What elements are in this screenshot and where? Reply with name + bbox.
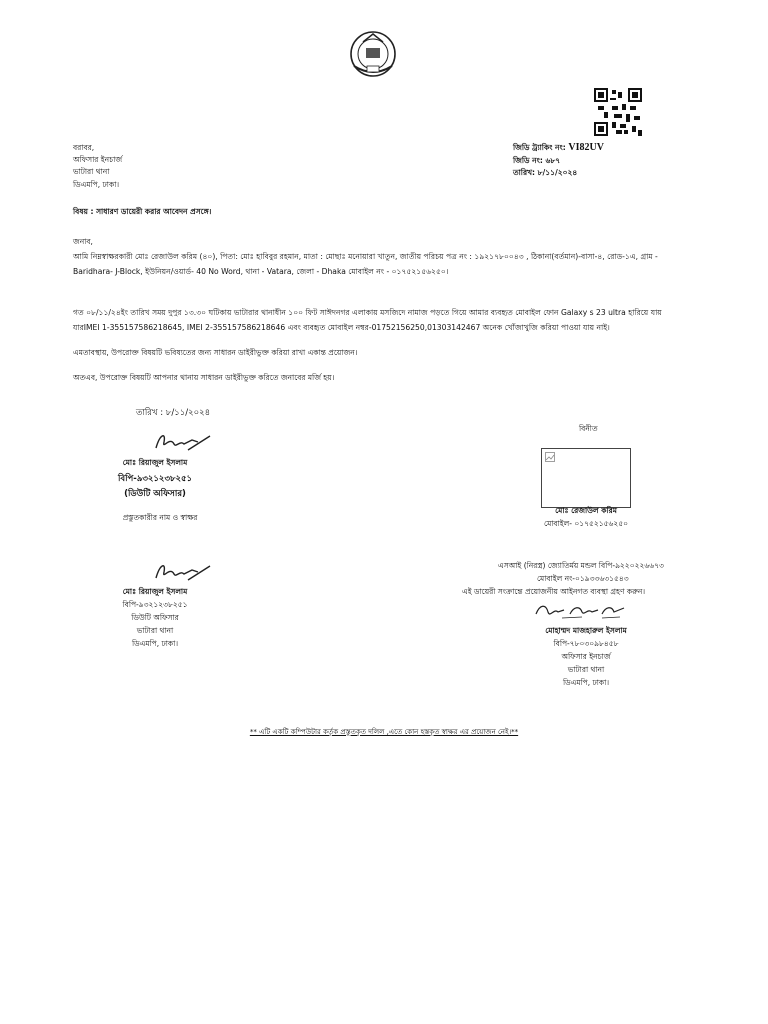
gd-number: জিডি নং: ৬৮৭	[513, 156, 561, 165]
oc-name: মোহাম্মদ মাজহারুল ইসলাম	[545, 626, 627, 635]
oc-signature-icon	[532, 600, 632, 622]
gd-tracking-value: VI82UV	[568, 142, 604, 153]
assignment-line-1: এসআই (নিরস্ত্র) জ্যোতির্ময় মন্ডল বিপি-৯২২০২২৬৬৭৩	[498, 561, 664, 570]
state-line: এমতাবস্থায়, উপরোক্ত বিষয়টি ভবিষ্যতের জন্য সাধারন ডাইরীভুক্ত করিয়া রাখা একান্ত প্রয়োজন।	[73, 348, 358, 357]
intro-line-2: Baridhara- J-Block, ইউনিয়ন/ওয়ার্ড- 40 No Word, থানা - Vatara, জেলা - Dhaka মোবাইল নং - ০১৭৫২১৫৬২৫০।	[73, 267, 449, 276]
incident-line-1: গত ০৮/১১/২৪ইং তারিখ সময় দুপুর ১৩.৩০ ঘটিকায় ভাটারার থানাধীন ১০০ ফিট সাঈদনগর এলাকায় মসজিদে নামাজ পড়তে গিয়ে আমার ব্যবহৃত মোবাইল ফোন Galaxy s 23 ultra হারিয়ে যায়	[73, 308, 662, 317]
gd-date: তারিখ: ৮/১১/২০২৪	[513, 168, 578, 177]
oc-district: ডিএমপি, ঢাকা।	[562, 678, 610, 687]
oc-role: অফিসার ইনচার্জ	[561, 652, 611, 661]
assignment-line-3: এই ডায়েরী সংক্রান্তে প্রয়োজনীয় আইনগত ব্যবস্থা গ্রহণ করুন।	[462, 587, 646, 596]
duty-officer-signature-icon	[152, 560, 214, 584]
broken-image-icon	[545, 452, 555, 462]
gd-tracking-number	[513, 142, 604, 154]
duty-officer-bp: বিপি-৯৩২১২৩৮২৫১	[122, 600, 188, 609]
duty-officer-name: মোঃ রিয়াজুল ইসলাম	[122, 587, 188, 596]
closing-word: বিনীত	[579, 424, 598, 433]
request-line: অতএব, উপরোক্ত বিষয়টি আপনার থানায় সাধারন ডাইরীভুক্ত করিতে জনাবের মর্জি হয়।	[73, 373, 335, 382]
oc-station: ভাটারা থানা	[567, 665, 605, 674]
recipient-line-1: বরাবর,	[73, 143, 95, 152]
incident-line-2: যারIMEI 1-355157586218645, IMEI 2-355157586218646 এবং ব্যবহৃত মোবাইল নম্বর-01752156250,01303142467 অনেক খোঁজাখুজি করিয়া পাওয়া যায় নাই।	[73, 323, 610, 332]
preparer-name: মোঃ রিয়াজুল ইসলাম	[122, 458, 188, 467]
duty-officer-role: ডিউটি অফিসার	[131, 613, 179, 622]
applicant-photo	[541, 448, 631, 508]
preparer-caption: প্রস্তুতকারীর নাম ও স্বাক্ষর	[122, 513, 198, 522]
qr-code-icon	[594, 88, 642, 136]
salutation: জনাব,	[73, 237, 93, 246]
preparer-signature-icon	[152, 430, 214, 454]
recipient-line-4: ডিএমপি, ঢাকা।	[73, 180, 120, 189]
footer-note: ** এটি একটি কম্পিউটার কর্তৃক প্রস্তুতকৃত দলিল ,এতে কোন হস্তকৃত স্বাক্ষর এর প্রয়োজন নেই।**	[249, 728, 519, 736]
intro-line-1: আমি নিম্নস্বাক্ষরকারী মোঃ রেজাউল করিম (৪০), পিতা: মোঃ হাবিবুর রহমান, মাতা : মোছাঃ মনোয়ারা খাতুন, জাতীয় পরিচয় পত্র নং : ১৯২১৭৮০০৪৩ , ঠিকানা(বর্তমান)-বাসা-৪, রোড-১এ, গ্রাম -	[73, 252, 658, 261]
applicant-name: মোঃ রেজাউল করিম	[555, 506, 617, 515]
assignment-line-2: মোবাইল নং-০১৯৩৩৬৩১৫৪৩	[537, 574, 629, 583]
gd-tracking-label: জিডি ট্র্যাকিং নং:	[513, 143, 566, 152]
recipient-line-3: ভাটারা থানা	[73, 167, 110, 176]
recipient-line-2: অফিসার ইনচার্জ	[73, 155, 123, 164]
preparer-role: (ডিউটি অফিসার)	[124, 489, 186, 499]
preparer-bp: বিপি-৯৩২১২৩৮২৫১	[117, 474, 193, 484]
police-emblem-icon	[346, 28, 400, 80]
applicant-mobile: মোবাইল- ০১৭৫২১৫৬২৫০	[544, 519, 628, 528]
date-line: তারিখ : ৮/১১/২০২৪	[136, 408, 211, 418]
oc-bp: বিপি-৭৮০৩০৯৮৪৫৮	[553, 639, 619, 648]
duty-officer-district: ডিএমপি, ঢাকা।	[131, 639, 179, 648]
duty-officer-station: ভাটারা থানা	[136, 626, 174, 635]
subject-line: বিষয় : সাধারণ ডায়েরী করার আবেদন প্রসঙ্গে।	[73, 207, 212, 216]
